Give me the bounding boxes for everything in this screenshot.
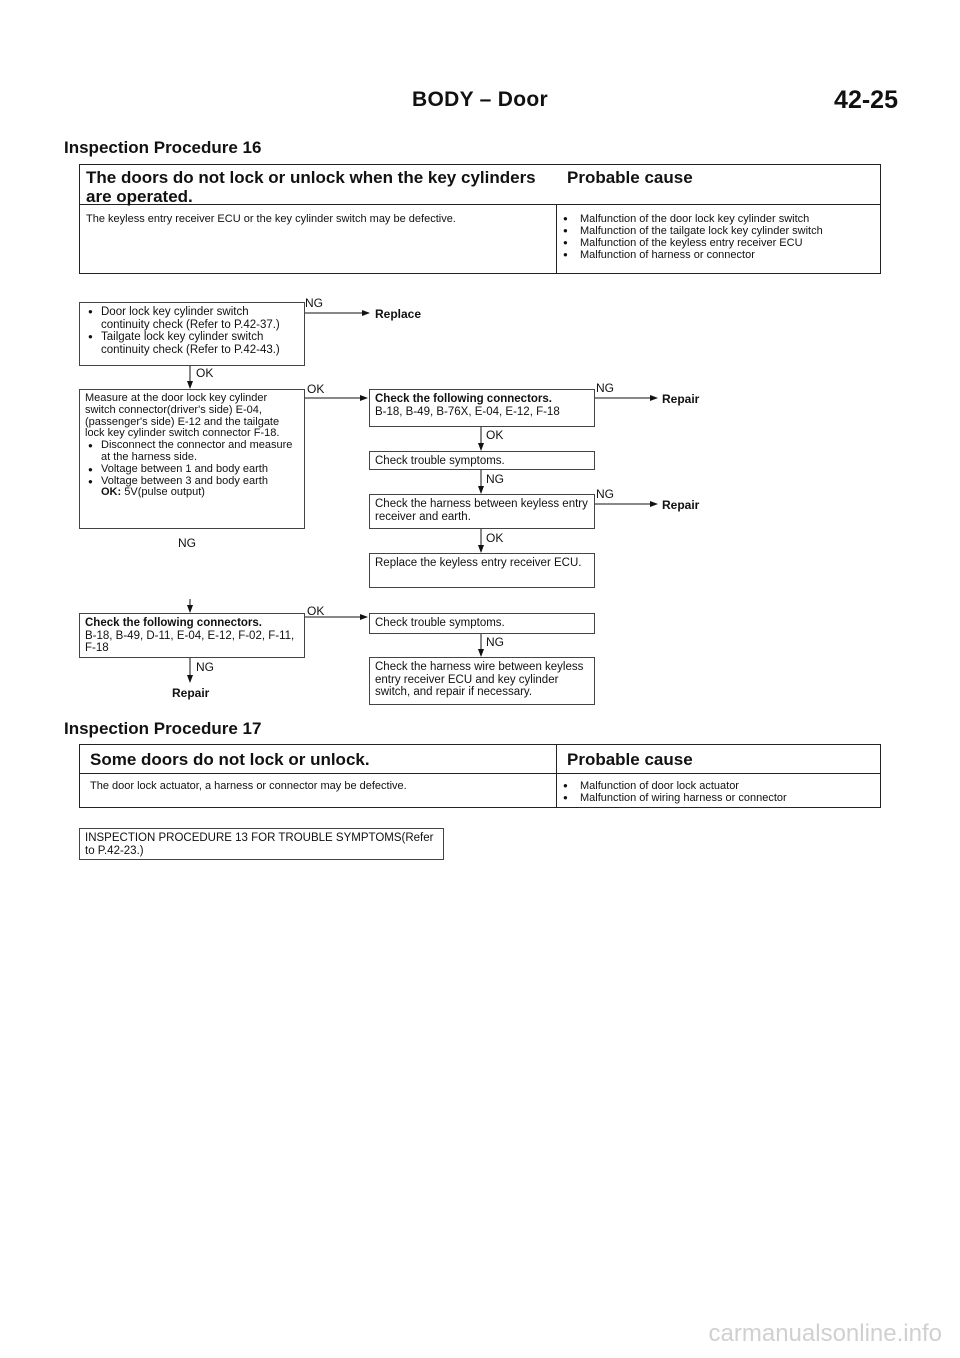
ok-label: OK <box>196 366 214 380</box>
ng-label: NG <box>178 536 196 550</box>
procedure-16-comment: The keyless entry receiver ECU or the key cylinder switch may be defective. <box>86 213 456 225</box>
watermark: carmanualsonline.info <box>708 1320 942 1347</box>
procedure-17-table <box>79 744 881 808</box>
result-repair: Repair <box>662 392 700 406</box>
flow-bullet: ● Disconnect the connector and measure at the harness side. <box>85 440 299 464</box>
ok-spec-value: 5V(pulse output) <box>124 486 205 499</box>
flow-text: Check the harness between keyless entry receiver and earth. <box>375 498 588 523</box>
cause-item: ● Malfunction of wiring harness or connector <box>560 792 878 804</box>
ok-label: OK <box>486 428 504 442</box>
flow-step-check-connectors-b <box>79 613 305 658</box>
flow-step-check-earth <box>369 494 595 529</box>
flow-text: Check the harness wire between keyless entry receiver ECU and key cylinder switch, and repair if necessary. <box>375 661 584 698</box>
flow-step-check-symptoms-a <box>369 451 595 470</box>
procedure-16-cause-heading: Probable cause <box>567 168 693 187</box>
ok-spec-label: OK: <box>101 486 122 499</box>
procedure-17-symptom: Some doors do not lock or unlock. <box>90 750 370 769</box>
result-repair: Repair <box>662 498 700 512</box>
cause-item: ● Malfunction of the tailgate lock key cylinder switch <box>560 225 878 237</box>
ok-label: OK <box>307 604 325 618</box>
page-header-title: BODY – Door <box>412 88 548 111</box>
flow-text: Replace the keyless entry receiver ECU. <box>375 557 582 569</box>
flow-step-voltage-measure <box>79 389 305 529</box>
flow-step-replace-ecu <box>369 553 595 588</box>
ng-label: NG <box>486 635 504 649</box>
ng-label: NG <box>596 381 614 395</box>
ok-label: OK <box>307 382 325 396</box>
ng-label: NG <box>596 487 614 501</box>
flow-step-continuity-check <box>79 302 305 366</box>
procedure-17-cause-list <box>560 780 878 804</box>
procedure-16-title: Inspection Procedure 16 <box>64 138 262 157</box>
procedure-17-title: Inspection Procedure 17 <box>64 719 262 738</box>
flow-bullet: ● Voltage between 3 and body earth <box>85 476 299 488</box>
flow-box-title: Check the following connectors. <box>375 393 552 405</box>
flow-step-check-connectors-a <box>369 389 595 427</box>
cause-item: ● Malfunction of the keyless entry receiver ECU <box>560 237 878 249</box>
flow-text: B-18, B-49, D-11, E-04, E-12, F-02, F-11, F-18 <box>85 629 295 654</box>
flow-bullet: ● Tailgate lock key cylinder switch continuity check (Refer to P.42-43.) <box>85 331 299 356</box>
procedure-17-cause-heading: Probable cause <box>567 750 693 769</box>
reference-text: INSPECTION PROCEDURE 13 FOR TROUBLE SYMPTOMS(Refer to P.42-23.) <box>85 832 434 857</box>
flow-text: Measure at the door lock key cylinder switch connector(driver's side) E-04,(passenger's side) E-12 and the tailgate lock key cylinder switch connector F-18. <box>85 392 280 440</box>
flow-bullet: ● Door lock key cylinder switch continuity check (Refer to P.42-37.) <box>85 306 299 331</box>
cause-item: ● Malfunction of door lock actuator <box>560 780 878 792</box>
ng-label: NG <box>305 296 323 310</box>
flow-step-check-symptoms-b <box>369 613 595 634</box>
cause-item: ● Malfunction of harness or connector <box>560 249 878 261</box>
flow-text: Check trouble symptoms. <box>375 455 505 467</box>
ok-label: OK <box>486 531 504 545</box>
flow-box-title: Check the following connectors. <box>85 617 262 629</box>
flow-bullet: ● Voltage between 1 and body earth <box>85 464 299 476</box>
result-repair: Repair <box>172 686 210 700</box>
flow-text: B-18, B-49, B-76X, E-04, E-12, F-18 <box>375 405 560 418</box>
ng-label: NG <box>486 472 504 486</box>
procedure-17-comment: The door lock actuator, a harness or connector may be defective. <box>90 780 407 792</box>
procedure-17-reference-note <box>79 828 444 860</box>
procedure-16-symptom: The doors do not lock or unlock when the key cylinders are operated. <box>86 168 536 206</box>
ng-label: NG <box>196 660 214 674</box>
cause-item: ● Malfunction of the door lock key cylinder switch <box>560 213 878 225</box>
result-replace: Replace <box>375 307 422 321</box>
flow-step-check-harness-wire <box>369 657 595 705</box>
page-number: 42-25 <box>834 86 898 114</box>
flow-text: Check trouble symptoms. <box>375 617 505 629</box>
